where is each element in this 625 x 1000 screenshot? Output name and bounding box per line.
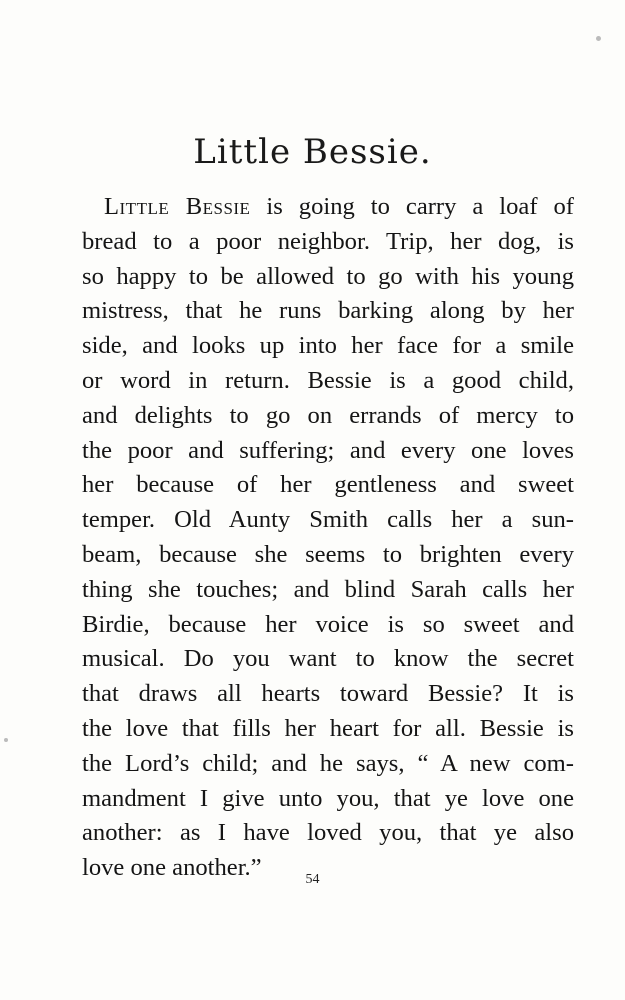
page-title: Little Bessie. (193, 132, 432, 172)
text-line: and delights to go on errands of mercy to (82, 401, 574, 429)
story-paragraph (82, 190, 574, 886)
opening-small-caps: Little Bessie (104, 193, 251, 220)
text-line: another: as I have loved you, that ye also (82, 819, 574, 847)
text-line: or word in return. Bessie is a good child, (82, 366, 574, 394)
text-line: bread to a poor neighbor. Trip, her dog, is (82, 227, 574, 255)
text-line: the love that fills her heart for all. Bessie is (82, 714, 574, 742)
text-line: mistress, that he runs barking along by her (82, 297, 574, 325)
text-line: mandment I give unto you, that ye love one (82, 784, 574, 812)
text-line: beam, because she seems to brighten every (82, 540, 574, 568)
text-line: side, and looks up into her face for a smile (82, 332, 574, 360)
text-line: thing she touches; and blind Sarah calls her (82, 575, 574, 603)
text-line (82, 190, 574, 225)
page-number: 54 (305, 872, 320, 887)
text-line: musical. Do you want to know the secret (82, 645, 574, 673)
paper-speck (596, 36, 601, 41)
text-line: the Lord’s child; and he says, “ A new com- (82, 749, 574, 777)
paper-speck (4, 738, 8, 742)
text-line: temper. Old Aunty Smith calls her a sun- (82, 506, 574, 534)
text-line: love one another.” (82, 854, 262, 882)
text-line: Birdie, because her voice is so sweet and (82, 610, 574, 638)
opening-rest: is going to carry a loaf of (250, 193, 574, 220)
text-line: that draws all hearts toward Bessie? It is (82, 680, 574, 708)
text-line: so happy to be allowed to go with his young (82, 262, 574, 290)
text-line: the poor and suffering; and every one loves (82, 436, 574, 464)
text-line: her because of her gentleness and sweet (82, 471, 574, 499)
